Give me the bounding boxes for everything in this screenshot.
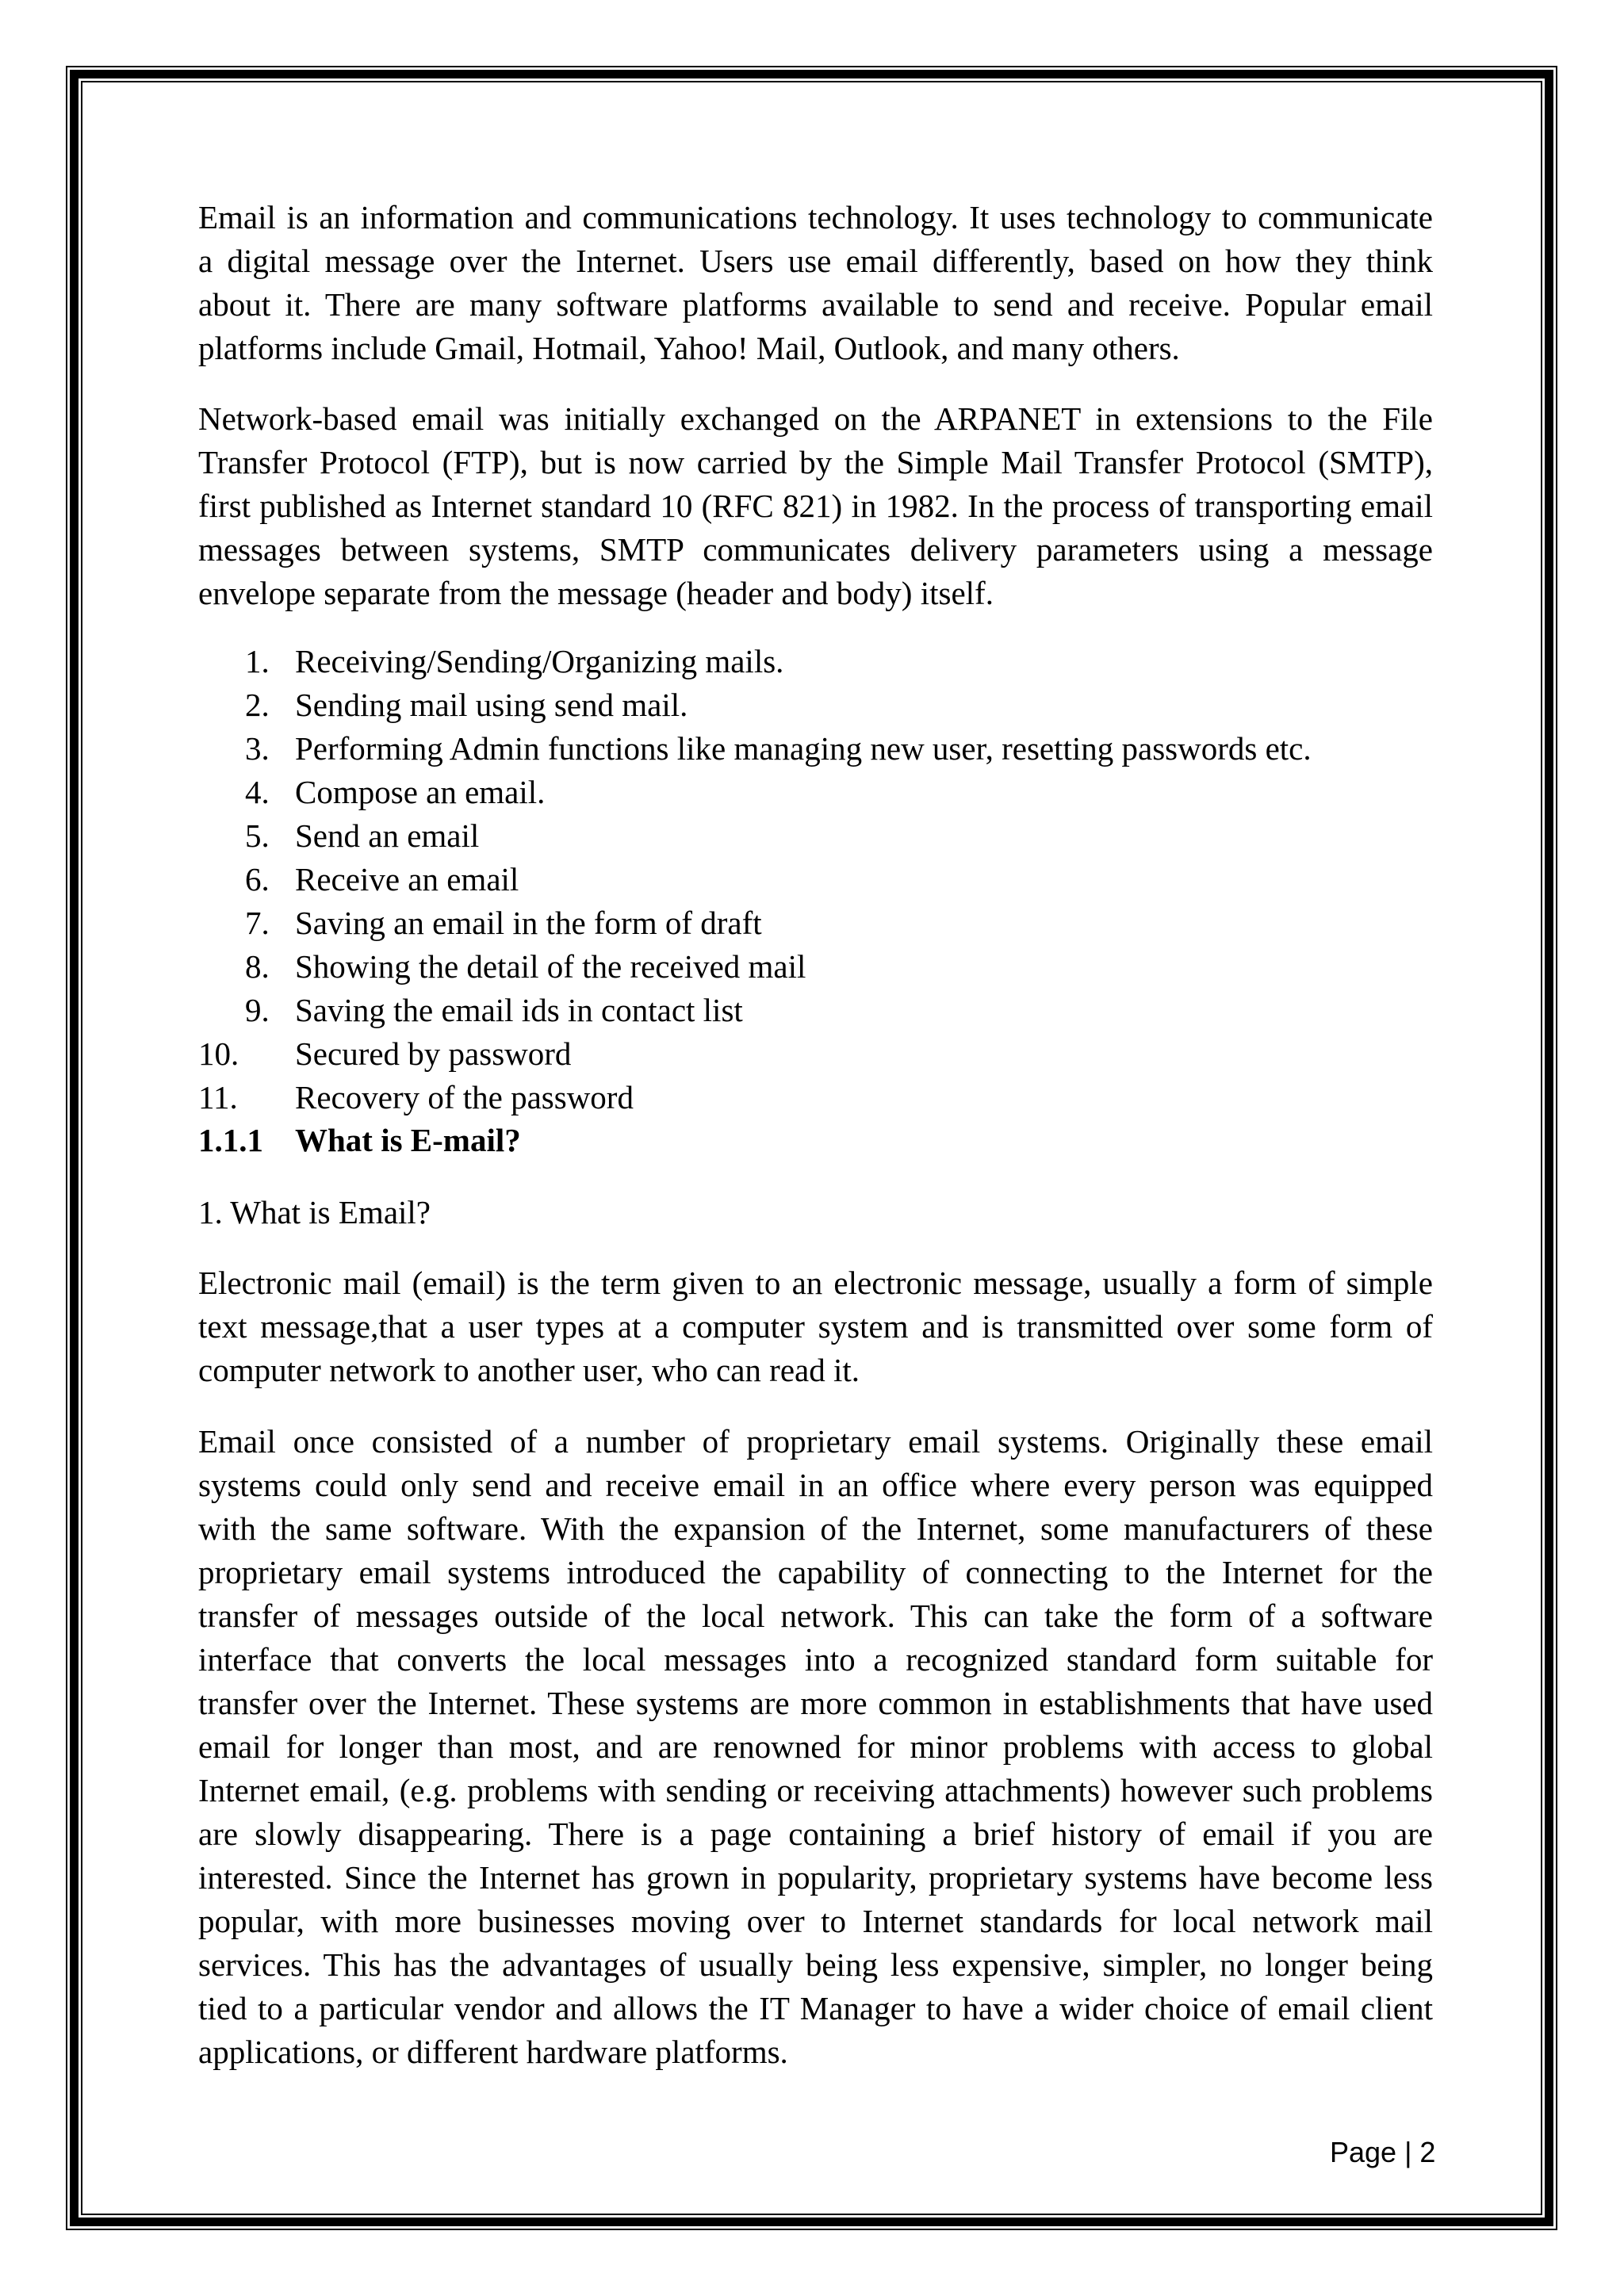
list-number: 5. (245, 817, 270, 854)
paragraph-smtp (198, 397, 1433, 615)
list-number: 4. (245, 774, 270, 810)
section-title: What is E-mail? (295, 1122, 521, 1158)
paragraph-line: tied to a particular vendor and allows the IT Manager to have a wider choice of email client (198, 1990, 1433, 2026)
list-text: Performing Admin functions like managing new user, resetting passwords etc. (295, 730, 1312, 767)
paragraph-line: Internet email, (e.g. problems with sending or receiving attachments) however such problems (198, 1772, 1433, 1808)
paragraph-line: computer network to another user, who can read it. (198, 1352, 860, 1388)
list-number: 10. (198, 1035, 239, 1072)
paragraph-line: applications, or different hardware platforms. (198, 2034, 788, 2070)
list-text: Secured by password (295, 1035, 572, 1072)
list-text: Recovery of the password (295, 1079, 634, 1115)
paragraph-line: platforms include Gmail, Hotmail, Yahoo! Mail, Outlook, and many others. (198, 330, 1180, 366)
list-number: 9. (245, 992, 270, 1028)
paragraph-line: interested. Since the Internet has grown in popularity, proprietary systems have become less (198, 1859, 1433, 1896)
paragraph-line: interface that converts the local messages into a recognized standard form suitable for (198, 1641, 1433, 1678)
paragraph-line: systems could only send and receive email in an office where every person was equipped (198, 1467, 1433, 1503)
list-text: Sending mail using send mail. (295, 687, 688, 723)
paragraph-intro (198, 196, 1433, 370)
list-number: 11. (198, 1079, 238, 1115)
paragraph-line: Email once consisted of a number of proprietary email systems. Originally these email (198, 1423, 1433, 1460)
paragraph-line: with the same software. With the expansion of the Internet, some manufacturers of these (198, 1510, 1433, 1547)
paragraph-line: Electronic mail (email) is the term given to an electronic message, usually a form of simple (198, 1265, 1433, 1301)
list-text: Showing the detail of the received mail (295, 948, 806, 985)
list-text: Receiving/Sending/Organizing mails. (295, 643, 784, 679)
paragraph-line: Transfer Protocol (FTP), but is now carried by the Simple Mail Transfer Protocol (SMTP), (198, 444, 1433, 480)
list-number: 3. (245, 730, 270, 767)
list-text: Send an email (295, 817, 480, 854)
list-number: 7. (245, 905, 270, 941)
list-text: Saving an email in the form of draft (295, 905, 762, 941)
paragraph-line: first published as Internet standard 10 (RFC 821) in 1982. In the process of transporting email (198, 488, 1433, 524)
subheading-text: 1. What is Email? (198, 1194, 431, 1230)
list-text: Receive an email (295, 861, 519, 897)
paragraph-line: envelope separate from the message (header and body) itself. (198, 575, 994, 611)
list-number: 6. (245, 861, 270, 897)
paragraph-line: text message,that a user types at a computer system and is transmitted over some form of (198, 1308, 1433, 1345)
paragraph-line: services. This has the advantages of usually being less expensive, simpler, no longer being (198, 1946, 1433, 1983)
paragraph-line: popular, with more businesses moving over to Internet standards for local network mail (198, 1903, 1433, 1939)
paragraph-line: messages between systems, SMTP communicates delivery parameters using a message (198, 531, 1433, 568)
paragraph-line: transfer of messages outside of the local network. This can take the form of a software (198, 1598, 1433, 1634)
list-text: Compose an email. (295, 774, 546, 810)
paragraph-line: a digital message over the Internet. Users use email differently, based on how they think (198, 243, 1433, 279)
paragraph-line: are slowly disappearing. There is a page containing a brief history of email if you are (198, 1816, 1433, 1852)
list-number: 2. (245, 687, 270, 723)
page-number: Page | 2 (1330, 2136, 1436, 2168)
paragraph-definition (198, 1261, 1433, 1392)
subheading (198, 1191, 1433, 1234)
paragraph-line: proprietary email systems introduced the capability of connecting to the Internet for the (198, 1554, 1433, 1590)
section-number: 1.1.1 (198, 1122, 263, 1158)
list-number: 8. (245, 948, 270, 985)
paragraph-line: Email is an information and communications technology. It uses technology to communicate (198, 199, 1433, 235)
paragraph-history (198, 1420, 1433, 2074)
list-text: Saving the email ids in contact list (295, 992, 743, 1028)
paragraph-line: email for longer than most, and are renowned for minor problems with access to global (198, 1728, 1433, 1765)
paragraph-line: Network-based email was initially exchanged on the ARPANET in extensions to the File (198, 400, 1433, 437)
section-heading (198, 1119, 521, 1162)
paragraph-line: transfer over the Internet. These systems are more common in establishments that have used (198, 1685, 1433, 1721)
list-number: 1. (245, 643, 270, 679)
paragraph-line: about it. There are many software platforms available to send and receive. Popular email (198, 286, 1433, 323)
